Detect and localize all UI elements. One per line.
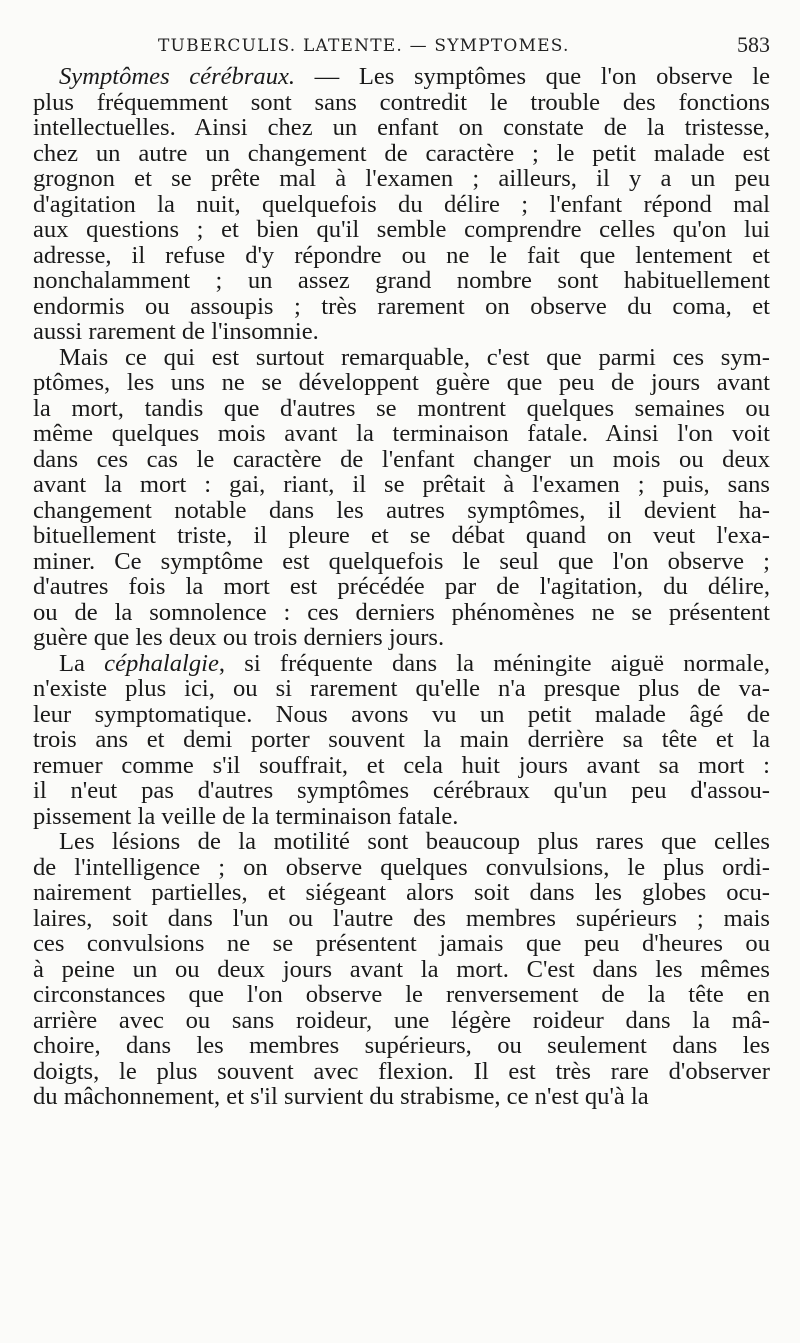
line-text: du mâchonnement, et s'il survient du strabisme, ce n'est qu'à la [33,1084,649,1110]
text-line [33,753,770,779]
line-text: bituellement triste, il pleure et se débat quand on veut l'exa- [33,523,770,549]
text-line [33,90,770,116]
text-line [33,217,770,243]
text-line [33,880,770,906]
text-line [33,472,770,498]
text-line [33,727,770,753]
line-text: guère que les deux ou trois derniers jours. [33,625,445,651]
text-line [33,498,770,524]
text-line [33,982,770,1008]
line-text: même quelques mois avant la terminaison fatale. Ainsi l'on voit [33,421,770,447]
line-text: de l'intelligence ; on observe quelques convulsions, le plus ordi- [33,854,770,880]
text-line [33,1033,770,1059]
text-line [33,396,770,422]
italic-term: céphalalgie [104,650,219,676]
line-text: la mort, tandis que d'autres se montrent quelques semaines ou [33,395,770,421]
text-line [33,804,770,830]
line-text: changement notable dans les autres symptômes, il devient ha- [33,497,770,523]
text-line [33,1084,770,1110]
line-text: choire, dans les membres supérieurs, ou seulement dans les [33,1033,770,1059]
line-text: dans ces cas le caractère de l'enfant changer un mois ou deux [33,446,770,472]
line-text: ces convulsions ne se présentent jamais que peu d'heures ou [33,931,770,957]
text-line [33,421,770,447]
text-line [33,855,770,881]
line-text: nonchalamment ; un assez grand nombre sont habituellement [33,268,770,294]
line-prefix: La [59,650,105,676]
text-line [33,64,770,90]
text-line [33,651,770,677]
paragraph [33,345,770,651]
text-line [33,243,770,269]
line-text: il n'eut pas d'autres symptômes cérébraux qu'un peu d'assou- [33,778,770,804]
line-text: aussi rarement de l'insomnie. [33,319,319,345]
text-line [33,778,770,804]
line-text: pissement la veille de la terminaison fatale. [33,803,459,829]
text-line [33,549,770,575]
line-text: endormis ou assoupis ; très rarement on observe du coma, et [33,293,770,319]
line-text: circonstances que l'on observe le renversement de la tête en [33,982,770,1008]
text-line [33,268,770,294]
line-text: leur symptomatique. Nous avons vu un petit malade âgé de [33,701,770,727]
page-header [40,32,770,62]
text-line [33,1059,770,1085]
text-line [33,370,770,396]
line-text: chez un autre un changement de caractère ; le petit malade est [33,140,770,166]
line-text: miner. Ce symptôme est quelquefois le seul que l'on observe ; [33,548,770,574]
text-line [33,319,770,345]
text-line [33,294,770,320]
line-text: aux questions ; et bien qu'il semble comprendre celles qu'on lui [33,217,770,243]
body-text [33,64,770,1110]
line-text: doigts, le plus souvent avec flexion. Il est très rare d'observer [33,1058,770,1084]
line-text: Les lésions de la motilité sont beaucoup plus rares que celles [59,829,770,855]
line-text: trois ans et demi porter souvent la main derrière sa tête et la [33,727,770,753]
line-text: laires, soit dans l'un ou l'autre des membres supérieurs ; mais [33,905,770,931]
line-text: remuer comme s'il souffrait, et cela huit jours avant sa mort : [33,752,770,778]
line-text: ptômes, les uns ne se développent guère que peu de jours avant [33,370,770,396]
text-line [33,523,770,549]
line-text: arrière avec ou sans roideur, une légère roideur dans la mâ- [33,1007,770,1033]
page-number: 583 [737,32,770,57]
text-line [33,447,770,473]
line-text: , si fréquente dans la méningite aiguë normale, [218,650,770,676]
line-text: ou de la somnolence : ces derniers phénomènes ne se présentent [33,599,770,625]
line-text: plus fréquemment sont sans contredit le trouble des fonctions [33,89,770,115]
text-line [33,345,770,371]
italic-term: Symptômes cérébraux. [59,64,296,90]
text-line [33,115,770,141]
paragraph [33,651,770,830]
text-line [33,1008,770,1034]
text-line [33,676,770,702]
text-line [33,574,770,600]
text-line [33,166,770,192]
paragraph [33,64,770,345]
text-line [33,600,770,626]
line-text: d'autres fois la mort est précédée par de l'agitation, du délire, [33,574,770,600]
line-text: avant la mort : gai, riant, il se prêtait à l'examen ; puis, sans [33,472,770,498]
line-text: Mais ce qui est surtout remarquable, c'est que parmi ces sym- [59,344,770,370]
text-line [33,931,770,957]
text-line [33,906,770,932]
text-line [33,702,770,728]
line-text: adresse, il refuse d'y répondre ou ne le fait que lentement et [33,242,770,268]
line-text: n'existe plus ici, ou si rarement qu'elle n'a presque plus de va- [33,676,770,702]
text-line [33,957,770,983]
line-text: grognon et se prête mal à l'examen ; ailleurs, il y a un peu [33,166,770,192]
paragraph [33,829,770,1110]
text-line [33,829,770,855]
line-text: intellectuelles. Ainsi chez un enfant on constate de la tristesse, [33,115,770,141]
line-text: — Les symptômes que l'on observe le [295,64,770,90]
text-line [33,141,770,167]
line-text: à peine un ou deux jours avant la mort. C'est dans les mêmes [33,956,770,982]
running-head: TUBERCULIS. LATENTE. — SYMPTOMES. [158,36,570,56]
line-text: nairement partielles, et siégeant alors soit dans les globes ocu- [33,880,770,906]
text-line [33,625,770,651]
line-text: d'agitation la nuit, quelquefois du délire ; l'enfant répond mal [33,191,770,217]
text-line [33,192,770,218]
